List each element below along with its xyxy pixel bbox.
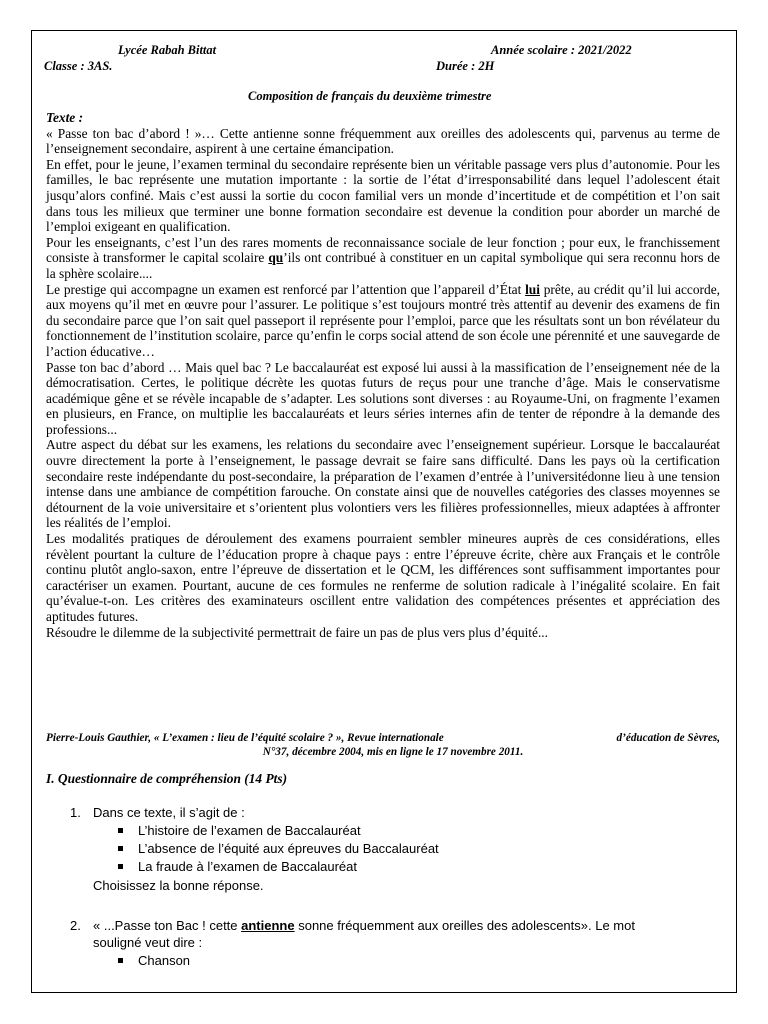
class-label: Classe : 3AS. (44, 59, 113, 73)
duration-label: Durée : 2H (436, 59, 495, 73)
exam-title: Composition de français du deuxième trimestre (248, 89, 492, 103)
underlined-qu: qu (268, 250, 284, 266)
paragraph-7: Les modalités pratiques de déroulement des examens pourraient sembler mineures auprès de ces considérations, elles révèlent pourtant la culture de l’éducation propre à chaque pays : entre l’épreuve écrite, chère aux Français et le contrôle continu plutôt anglo-saxon, entre l’épreuve de dissertation et le QCM, les différences sont suffisamment importantes pour caractériser un examen. Pourtant, aucune de ces formules ne renferme de solution radicale à l’inégalité scolaire. En fait qu’évalue-t-on. Les critères des examinateurs oscillent entre validation des compétences présentes et appréciation des aptitudes futures. (46, 531, 720, 624)
q1-option-2: L’absence de l’équité aux épreuves du Baccalauréat (118, 841, 439, 856)
main-text (46, 110, 720, 640)
underlined-lui: lui (525, 281, 540, 297)
paragraph-4: Le prestige qui accompagne un examen est renforcé par l’attention que l’appareil d’État lui prête, au crédit qu’il lui accorde, aux moyens qu’il met en œuvre pour l’assurer. Le politique s’est toujours montré très attentif au devenir des examens de fin du secondaire parce que l’on sait quel passeport il représente pour l’emploi, parce que les résultats sont un bon révélateur du fonctionnement de l’institution scolaire, parce qu’enfin le corps social attend de son école une pérennité et une sauvegarde de l’action éducative… (46, 281, 721, 359)
paragraph-8: Résoudre le dilemme de la subjectivité permettrait de faire un pas de plus vers plus d’équité... (46, 624, 548, 640)
question-2-text: « ...Passe ton Bac ! cette antienne sonne fréquemment aux oreilles des adolescents». Le mot (93, 918, 635, 933)
q1-option-1: L’histoire de l’examen de Baccalauréat (118, 823, 361, 838)
questionnaire-heading: I. Questionnaire de compréhension (14 Pts) (46, 771, 288, 786)
bullet-square-icon (118, 828, 123, 833)
question-1-number: 1. (70, 805, 81, 820)
source-line1-right: d’éducation de Sèvres, (616, 732, 720, 744)
question-2-number: 2. (70, 918, 81, 933)
q1-option-3: La fraude à l’examen de Baccalauréat (118, 859, 357, 874)
underlined-antienne: antienne (241, 918, 295, 933)
question-2 (70, 917, 720, 935)
school-year: Année scolaire : 2021/2022 (491, 43, 632, 57)
q1-instruction: Choisissez la bonne réponse. (93, 878, 264, 893)
paragraph-6: Autre aspect du débat sur les examens, les relations du secondaire avec l’enseignement supérieur. Lorsque le baccalauréat ouvre directement la porte à l’enseignement, le passage devrait se faire sans difficulté. Dans les pays où la certification secondaire reste indépendante du post-secondaire, la préparation de l’examen d’entrée à l’universitédonne lieu à une tension intense dans une ambiance de compétition farouche. On constate ainsi que de nouvelles catégories des classes moyennes se détournent de la voie universitaire et s’orientent plus volontiers vers les filières professionnelles, mieux adaptées à affronter les réalités de l’emploi. (46, 437, 720, 531)
paragraph-5: Passe ton bac d’abord … Mais quel bac ? Le baccalauréat est exposé lui aussi à la massification de l’enseignement née de la démocratisation. Certes, le politique décrète les quotas futurs de reçus pour une tranche d’âge. Mais le conservatisme académique gêne et se révèle incapable de s’adapter. Les solutions sont diverses : au Royaume-Uni, on fragmente l’examen en plusieurs, en France, on multiplie les baccalauréats et leurs séries internes afin de tenter de répondre à la demande des professions... (46, 359, 720, 437)
paragraph-2: En effet, pour le jeune, l’examen terminal du secondaire représente bien un véritable passage vers plus d’autonomie. Pour les familles, le bac représente une mutation importante : la sortie de l’état d’irresponsabilité dans lequel l’adolescent était jusqu’alors confiné. Mais c’est aussi la sortie du cocon familial vers un monde d’incertitude et de compétition et l’on sait dans tous les milieux que terminer une bonne formation secondaire est devenue la condition pour aborder un marché de l’emploi exigeant en qualification. (46, 156, 720, 235)
paragraph-3: Pour les enseignants, c’est l’un des rares moments de reconnaissance sociale de leur fonction ; pour eux, le franchissement consiste à transformer le capital scolaire qu’ils ont contribué à constituer en un capital symbolique qui sera reconnu hors de la sphère scolaire.... (46, 234, 720, 281)
q2-option-1: Chanson (118, 953, 190, 968)
source-line2: N°37, décembre 2004, mis en ligne le 17 novembre 2011. (262, 746, 524, 758)
bullet-square-icon (118, 846, 123, 851)
bullet-square-icon (118, 958, 123, 963)
source-line1-left: Pierre-Louis Gauthier, « L’examen : lieu de l’équité scolaire ? », Revue internationale (46, 732, 444, 744)
question-1-text: Dans ce texte, il s’agit de : (93, 805, 245, 820)
source-citation (46, 731, 720, 759)
bullet-square-icon (118, 864, 123, 869)
text-label: Texte : (46, 110, 84, 125)
question-1 (70, 804, 720, 822)
question-2-line2: souligné veut dire : (93, 935, 203, 950)
school-name: Lycée Rabah Bittat (118, 43, 217, 57)
paragraph-1: « Passe ton bac d’abord ! »… Cette antienne sonne fréquemment aux oreilles des adolescents qui, parvenus au terme de l’enseignement secondaire, aspirent à une certaine émancipation. (46, 125, 720, 157)
